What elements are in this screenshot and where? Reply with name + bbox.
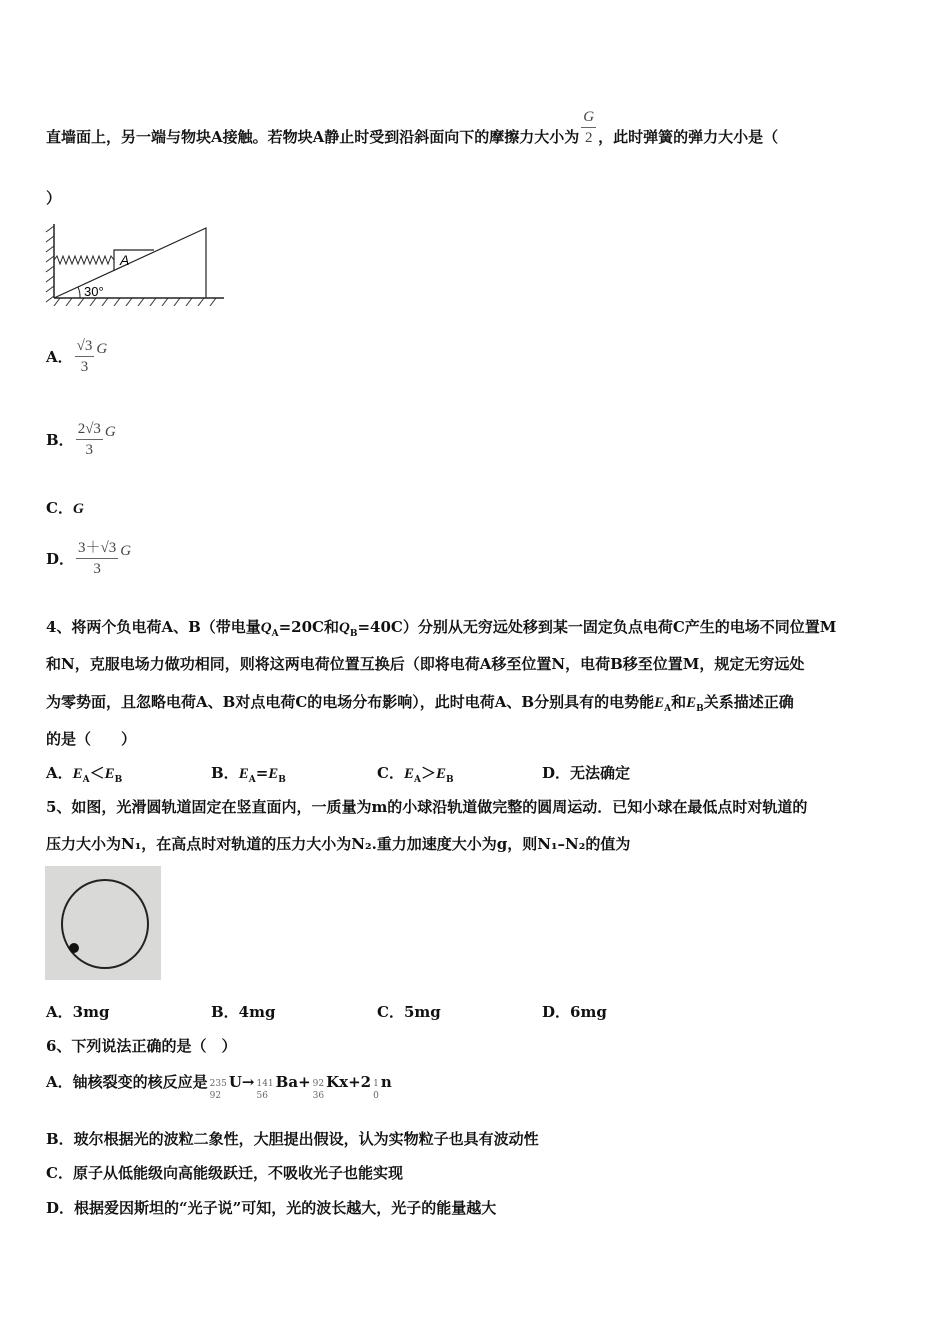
q4-stem-line2: 和N，克服电场力做功相同，则将这两电荷位置互换后（即将电荷A移至位置N，电荷B移至位置M，规定无穷远处 [46,655,805,673]
option-label: D． [46,549,75,568]
symbol: Kx+2 [326,1073,372,1091]
q4-option-b[interactable]: B．$E_A=E_B$ [211,764,286,785]
q6-stem: 6、下列说法正确的是（ ） [46,1037,237,1055]
mass-number: 235 [209,1079,227,1089]
atomic-number: 0 [373,1091,379,1101]
frac-num: √3 [75,336,95,357]
circle-track-icon [45,866,161,980]
q5-option-d[interactable]: D．6mg [542,1003,607,1021]
q6-option-c[interactable]: C．原子从低能级向高能级跃迁，不吸收光子也能实现 [46,1164,403,1182]
q3-option-c[interactable] [46,498,84,519]
frac-den: 3 [80,359,89,375]
mass-number: 92 [312,1079,325,1089]
q4-stem-line3: 为零势面，且忽略电荷A、B对点电荷C的电场分布影响），此时电荷A、B分别具有的电势能$E_A$和$E_B$关系描述正确 [46,693,794,714]
atomic-number: 56 [256,1091,268,1101]
ball [69,943,79,953]
isotope-kx [313,1072,324,1102]
fraction [76,419,103,460]
fraction [76,538,118,579]
q6-option-a[interactable] [46,1072,392,1102]
isotope-n [373,1072,379,1102]
q6-option-b[interactable]: B．玻尔根据光的波粒二象性，大胆提出假设，认为实物粒子也具有波动性 [46,1130,539,1148]
frac-num: G [581,107,596,128]
option-label: B． [46,430,74,449]
frac-num: 3＋√3 [76,538,118,559]
option-label: C． [46,499,73,517]
isotope-ba [256,1072,273,1102]
atomic-number: 36 [312,1091,325,1101]
symbol: U→ [228,1073,255,1091]
q5-option-c[interactable]: C．5mg [377,1003,441,1021]
isotope-u [210,1072,227,1102]
q3-text-end: ，此时弹簧的弹力大小是（ [598,128,779,146]
symbol: Ba+ [275,1073,311,1091]
circular-track-photo [45,866,161,980]
q3-option-a[interactable] [46,336,107,377]
option-tail: G [104,423,116,440]
q6-option-d[interactable]: D．根据爱因斯坦的“光子说”可知，光的波长越大，光子的能量越大 [46,1199,497,1217]
q5-option-a[interactable]: A．3mg [46,1003,110,1021]
q3-stem-line1 [46,108,779,148]
fraction [75,336,95,377]
option-tail: G [120,542,132,559]
frac-den: 2 [584,129,593,146]
frac-den: 3 [93,561,101,577]
block-a-label: A [120,252,130,268]
mass-number: 1 [373,1079,379,1089]
q4-option-c[interactable]: C．$E_A>E_B$ [377,764,454,785]
q3-option-b[interactable] [46,419,116,460]
option-text: G [72,501,84,517]
q5-option-b[interactable]: B．4mg [211,1003,276,1021]
frac-den: 3 [85,442,94,458]
symbol: n [380,1073,392,1091]
q3-option-d[interactable] [46,538,131,579]
q4-option-a[interactable]: A．$E_A<E_B$ [46,764,123,785]
q5-stem-line1: 5、如图，光滑圆轨道固定在竖直面内，一质量为m的小球沿轨道做完整的圆周运动．已知小球在最低点时对轨道的 [46,798,808,816]
incline-spring-diagram [44,222,226,306]
q4-option-d[interactable]: D．无法确定 [542,764,631,782]
option-text: A．铀核裂变的核反应是 [46,1073,208,1091]
q4-stem-line1: 4、将两个负电荷A、B（带电量$Q_A=20C$和$Q_B=40C$）分别从无穷远处移到某一固定负点电荷C产生的电场不同位置M [46,618,837,639]
option-label: A． [46,347,73,366]
mass-number: 141 [256,1079,274,1089]
angle-label: 30° [84,284,104,299]
atomic-number: 92 [209,1091,222,1101]
fraction-g-over-2 [581,107,596,148]
q3-text: 直墙面上，另一端与物块A接触。若物块A静止时受到沿斜面向下的摩擦力大小为 [46,128,580,146]
q3-stem-line2: ） [46,189,62,207]
q5-stem-line2: 压力大小为N₁，在高点时对轨道的压力大小为N₂.重力加速度大小为g，则N₁–N₂的值为 [46,835,631,853]
frac-num: 2√3 [76,419,103,440]
q4-stem-line4: 的是（ ） [46,730,137,748]
option-tail: G [96,340,108,357]
